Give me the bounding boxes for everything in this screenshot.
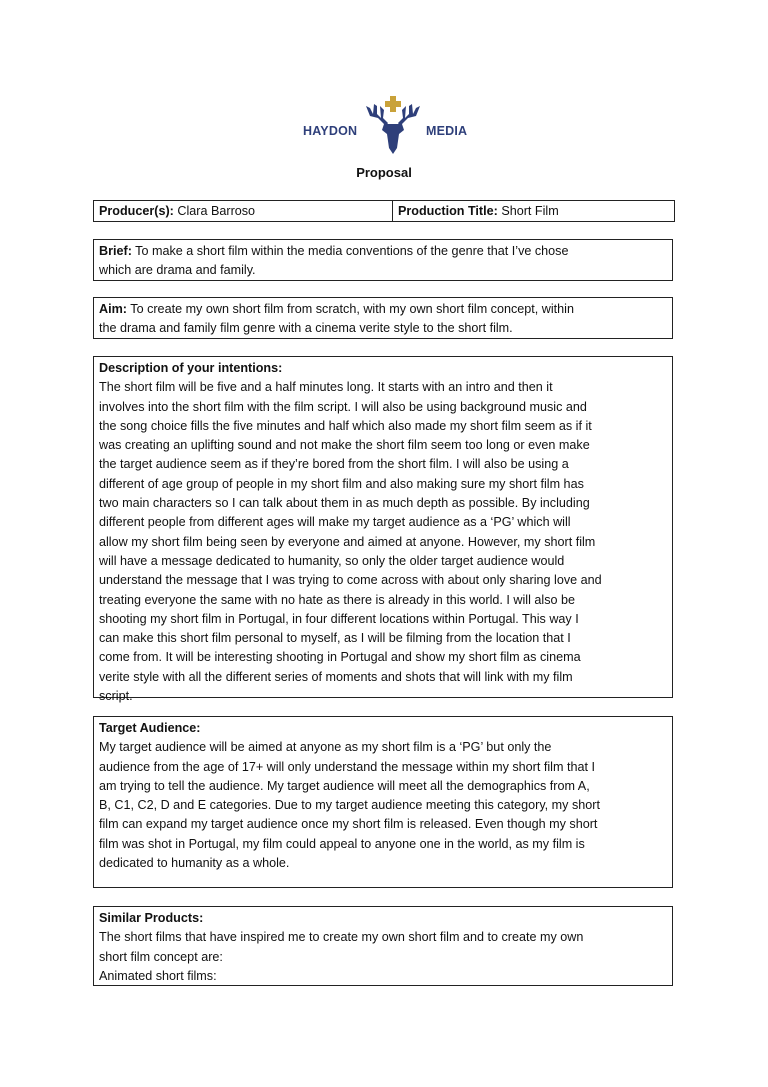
paragraph-line: the song choice fills the five minutes and half which also made my short film seem as if it [99, 418, 592, 433]
paragraph-line: can make this short film personal to myself, as I will be filming from the location that I [99, 631, 571, 646]
production-title-cell [393, 201, 674, 221]
brief-label: Brief: [99, 244, 132, 258]
aim-line: the drama and family film genre with a cinema verite style to the short film. [99, 321, 513, 336]
stag-head-icon [364, 92, 422, 158]
paragraph-line: involves into the short film with the film script. I will also be using background music and [99, 399, 587, 414]
paragraph-line: am trying to tell the audience. My target audience will meet all the demographics from A, [99, 778, 590, 793]
brand-left: HAYDON [303, 124, 358, 138]
brief-line [99, 242, 667, 261]
aim-line [99, 300, 667, 319]
paragraph-line: two main characters so I can talk about them in as much depth as possible. By including [99, 496, 590, 511]
paragraph-line: short film concept are: [99, 949, 223, 964]
paragraph-line: film was shot in Portugal, my film could appeal to anyone one in the world, as my film is [99, 836, 585, 851]
similar-products-box [93, 906, 673, 986]
page-title: Proposal [356, 165, 412, 180]
paragraph-line: come from. It will be interesting shooting in Portugal and show my short film as cinema [99, 650, 581, 665]
brand-right: MEDIA [426, 124, 468, 138]
intentions-label: Description of your intentions: [99, 361, 283, 375]
aim-box [93, 297, 673, 339]
paragraph-line: the target audience seem as if they’re bored from the short film. I will also be using a [99, 457, 569, 472]
paragraph-line: The short films that have inspired me to create my own short film and to create my own [99, 930, 584, 945]
paragraph-line: My target audience will be aimed at anyone as my short film is a ‘PG’ but only the [99, 740, 552, 755]
paragraph-line: script. [99, 689, 133, 704]
paragraph-line: understand the message that I was trying to come across with about only sharing love and [99, 573, 602, 588]
paragraph-line: different people from different ages will make my target audience as a ‘PG’ which will [99, 515, 571, 530]
aim-text: To create my own short film from scratch, with my own short film concept, within [127, 302, 574, 316]
target-audience-label: Target Audience: [99, 721, 201, 735]
paragraph-line: audience from the age of 17+ will only understand the message within my short film that I [99, 759, 595, 774]
paragraph-line: treating everyone the same with no hate as there is already in this world. I will also be [99, 592, 576, 607]
producer-value: Clara Barroso [173, 204, 256, 218]
similar-products-label: Similar Products: [99, 911, 204, 925]
paragraph-line: shooting my short film in Portugal, in four different locations within Portugal. This way I [99, 611, 579, 626]
production-title-value: Short Film [497, 204, 559, 218]
producer-label: Producer(s): [99, 204, 174, 218]
producer-row [93, 200, 675, 222]
paragraph-line: verite style with all the different series of moments and shots that will link with my film [99, 669, 573, 684]
producer-cell [94, 201, 393, 221]
intentions-box [93, 356, 673, 704]
production-title-label: Production Title: [398, 204, 498, 218]
paragraph-line: dedicated to humanity as a whole. [99, 856, 290, 871]
paragraph-line: different of age group of people in my short film and also making sure my short film has [99, 476, 584, 491]
paragraph-line: film can expand my target audience once my short film is released. Even though my short [99, 817, 598, 832]
brief-line: which are drama and family. [99, 263, 256, 278]
target-audience-box [93, 716, 673, 888]
brief-text: To make a short film within the media conventions of the genre that I’ve chose [131, 244, 569, 258]
brief-box [93, 239, 673, 281]
paragraph-line: will have a message dedicated to humanity, so only the older target audience would [99, 553, 565, 568]
paragraph-line: was creating an uplifting sound and not make the short film seem too long or even make [99, 438, 590, 453]
paragraph-line: B, C1, C2, D and E categories. Due to my target audience meeting this category, my short [99, 798, 600, 813]
paragraph-line: Animated short films: [99, 968, 217, 983]
paragraph-line: The short film will be five and a half minutes long. It starts with an intro and then it [99, 380, 553, 395]
paragraph-line: allow my short film being seen by everyone and aimed at anyone. However, my short film [99, 534, 596, 549]
aim-label: Aim: [99, 302, 127, 316]
